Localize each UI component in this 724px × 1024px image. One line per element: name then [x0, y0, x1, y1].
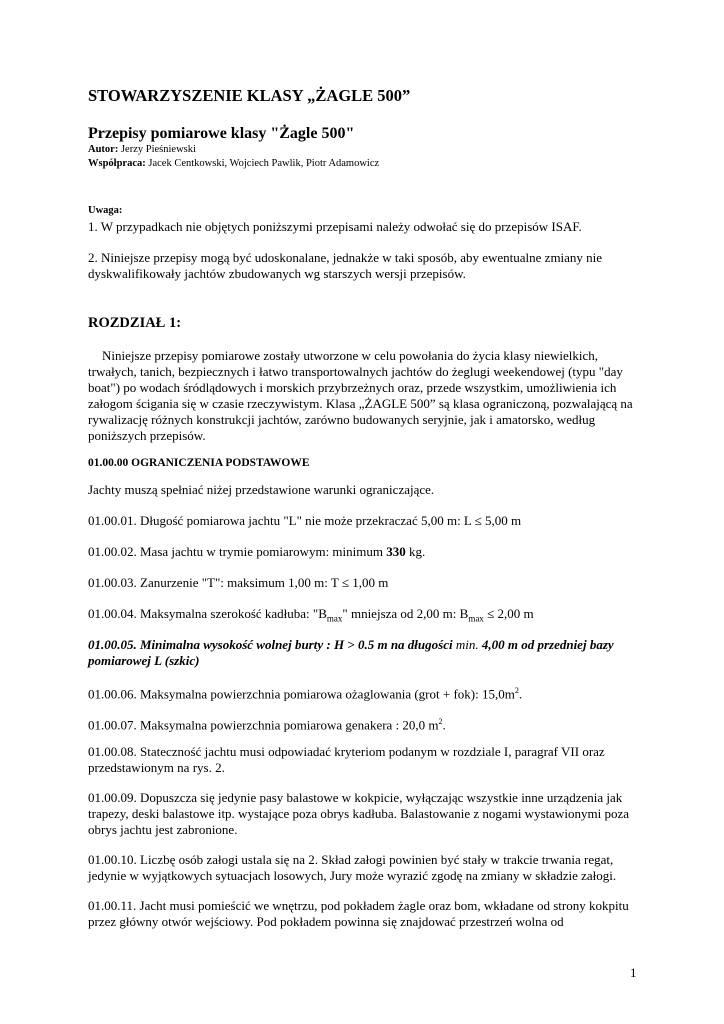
- document-title: Przepisy pomiarowe klasy "Żagle 500": [88, 125, 355, 142]
- chapter-heading: ROZDZIAŁ 1:: [88, 315, 182, 331]
- note-paragraph-1: 1. W przypadkach nie objętych poniższymi przepisami należy odwołać się do przepisów ISAF.: [88, 219, 582, 234]
- rule-01-00-06: 01.00.06. Maksymalna powierzchnia pomiarowa ożaglowania (grot + fok): $15,0m^2$.: [88, 686, 523, 702]
- author-line: [88, 143, 648, 156]
- section-heading: 01.00.00 OGRANICZENIA PODSTAWOWE: [88, 457, 310, 469]
- rule-01-00-08: 01.00.08. Stateczność jachtu musi odpowiadać kryteriom podanym w rozdziale I, paragraf VII oraz przedstawionym na rys. 2.: [88, 744, 605, 775]
- note-label: Uwaga:: [88, 205, 123, 216]
- organization-title: STOWARZYSZENIE KLASY „ŻAGLE 500”: [88, 86, 411, 105]
- rule-01-00-01: 01.00.01. Długość pomiarowa jachtu "L" nie może przekraczać 5,00 m: L ≤ 5,00 m: [88, 513, 522, 528]
- min-mass-value: 330: [386, 544, 406, 559]
- intro-paragraph: Niniejsze przepisy pomiarowe zostały utworzone w celu powołania do życia klasy niewielkich, trwałych, tanich, bezpiecznych i łatwo transportowalnych jachtów do żeglugi weekendowej (typu "day boat") po wodach śródlądowych i morskich przybrzeżnych oraz, przede wszystkim, umożliwienia ich załogom ścigania się w czasie rzeczywistym. Klasa „ŻAGLE 500” są klasa ograniczoną, pozwalającą na rywalizację różnych konstrukcji jachtów, zarówno budowanych seryjnie, jak i amatorsko, według poniższych przepisów.: [88, 348, 633, 443]
- collaboration-label: Współpraca:: [88, 158, 146, 169]
- rule-01-00-10: 01.00.10. Liczbę osób załogi ustala się na 2. Skład załogi powinien być stały w trakcie trwania regat, jedynie w wyjątkowych sytuacjach losowych, Jury może wyrazić zgodę na zmiany w składzie załogi.: [88, 852, 617, 883]
- section-intro: Jachty muszą spełniać niżej przedstawione warunki ograniczające.: [88, 482, 435, 497]
- collaboration-line: [88, 157, 648, 170]
- author-label: Autor:: [88, 144, 119, 155]
- page-number: 1: [630, 965, 637, 980]
- rule-01-00-03: 01.00.03. Zanurzenie "T": maksimum 1,00 m: T ≤ 1,00 m: [88, 575, 389, 590]
- rule-01-00-11: 01.00.11. Jacht musi pomieścić we wnętrzu, pod pokładem żagle oraz bom, wkładane od strony kokpitu przez główny otwór wejściowy. Pod pokładem powinna się znajdować przestrzeń wolna od: [88, 898, 629, 929]
- rule-01-00-02: 01.00.02. Masa jachtu w trymie pomiarowym: minimum 330 kg.: [88, 544, 426, 559]
- rule-01-00-07: 01.00.07. Maksymalna powierzchnia pomiarowa genakera : 20,0 $m^2$.: [88, 717, 446, 733]
- rule-01-00-09: 01.00.09. Dopuszcza się jedynie pasy balastowe w kokpicie, wyłączając wszystkie inne urządzenia jak trapezy, deski balastowe itp. wystające poza obrys kadłuba. Balastowanie z nogami wystawionymi poza obrys jachtu jest zabronione.: [88, 790, 630, 837]
- note-paragraph-2: 2. Niniejsze przepisy mogą być udoskonalane, jednakże w taki sposób, aby ewentualne zmiany nie dyskwalifikowały jachtów zbudowanych wg starszych wersji przepisów.: [88, 250, 603, 281]
- author-value: Jerzy Pieśniewski: [120, 144, 196, 155]
- rule-01-00-05: 01.00.05. Minimalna wysokość wolnej burty : H > 0.5 m na długości min. 4,00 m od przedniej bazy pomiarowej L (szkic): [88, 637, 614, 668]
- collaboration-value: Jacek Centkowski, Wojciech Pawlik, Piotr Adamowicz: [148, 158, 380, 169]
- rule-01-00-04: 01.00.04. Maksymalna szerokość kadłuba: "$B_{max}$" mniejsza od 2,00 m: $B_{max} \le 2,00$ m: [88, 606, 534, 624]
